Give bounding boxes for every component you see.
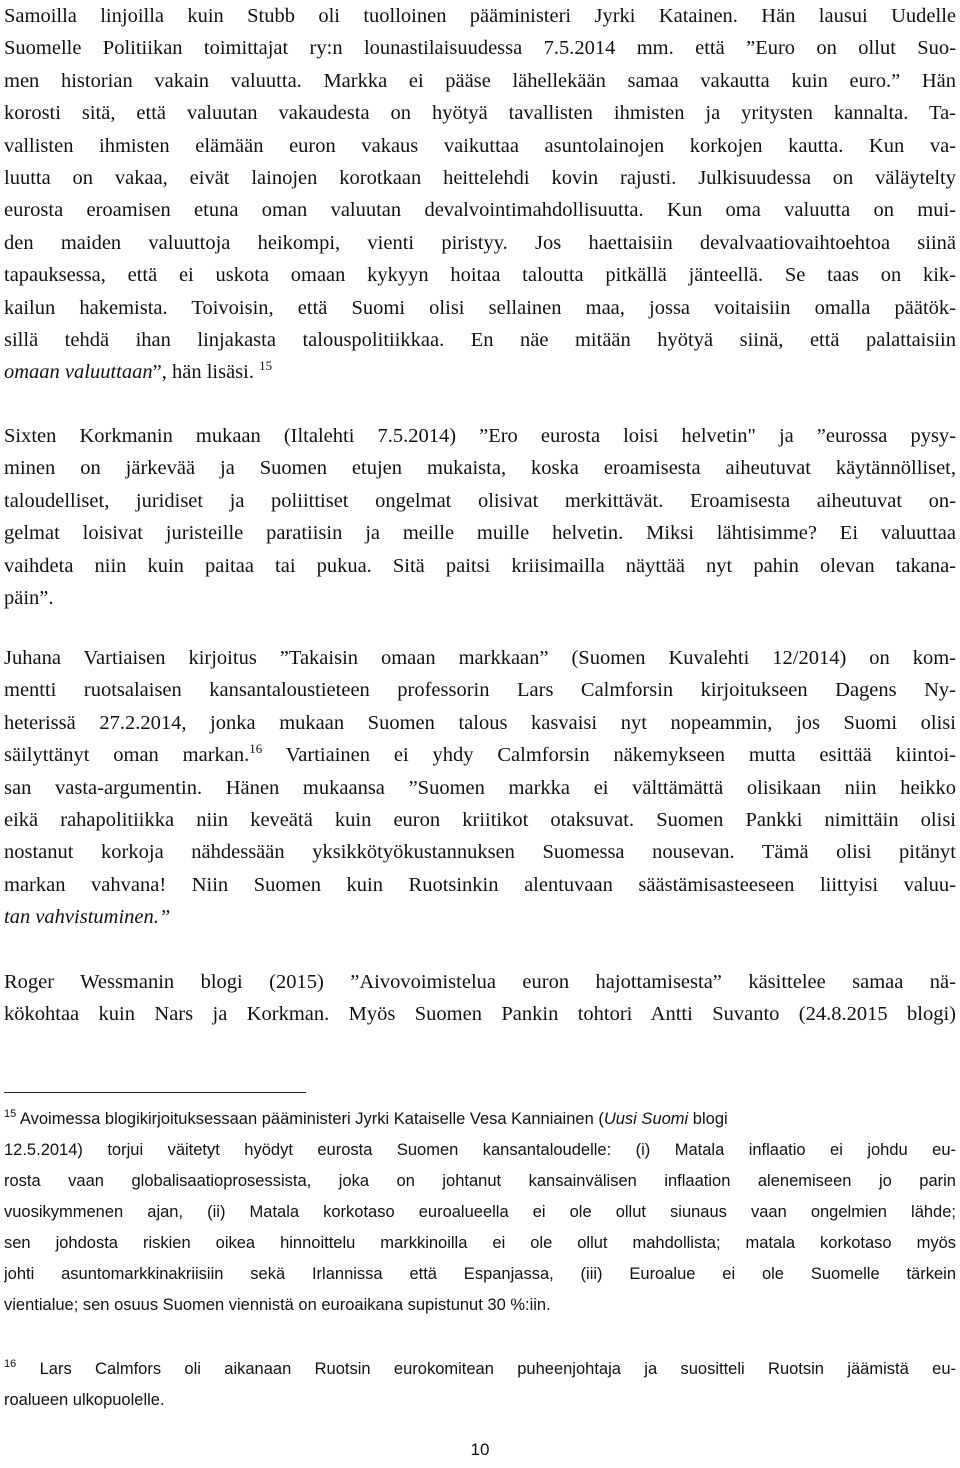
text-line [4,1104,956,1135]
paragraph-korkman [4,420,956,614]
text-fragment: säilyttänyt oman markan. [4,744,250,767]
text-fragment: Avoimessa blogikirjoituksessaan pääministeri Jyrki Kataiselle Vesa Kanniainen ( [16,1110,604,1128]
paragraph-vartiainen [4,642,956,934]
text-line [4,739,956,771]
text-fragment: Vartiainen ei yhdy Calmforsin näkemykseen mutta esittää kiintoi- [262,744,956,767]
text-fragment: blogi [688,1110,728,1128]
footnote-number: 16 [4,1358,17,1370]
text-line: Suomelle Politiikan toimittajat ry:n lounastilaisuudessa 7.5.2014 mm. että ”Euro on ollut Suo- [4,37,956,60]
text-line: sillä tehdä ihan linjakasta talouspolitiikkaa. En näe mitään hyötyä siinä, että palattaisiin [4,329,956,352]
text-line [4,356,956,388]
text-line: tapauksessa, että ei uskota omaan kykyyn hoitaa taloutta pitkällä jänteellä. Se taas on kik- [4,264,956,287]
text-line [4,1354,956,1385]
footnote-15 [4,1104,956,1321]
text-line: korosti sitä, että valuutan vakaudesta on hyötyä tavallisten ihmisten ja yritysten kannalta. Ta- [4,102,956,125]
text-line: den maiden valuuttoja heikompi, vienti piristyy. Jos haettaisiin devalvaatiovaihtoehtoa siinä [4,231,956,254]
italic-quote: tan vahvistuminen.” [4,906,171,929]
footnote-ref-15[interactable]: 15 [259,358,273,374]
paragraph-wessman [4,966,956,1031]
text-line: päin”. [4,587,54,610]
text-line: nostanut korkoja nähdessään yksikkötyökustannuksen Suomessa nousevan. Tämä olisi pitänyt [4,841,956,864]
paragraph-katainen [4,0,956,389]
text-line: san vasta-argumentin. Hänen mukaansa ”Suomen markka ei välttämättä olisikaan niin heikko [4,776,956,799]
text-line: markan vahvana! Niin Suomen kuin Ruotsinkin alentuvaan säästämisasteeseen liittyisi valuu- [4,873,956,896]
footnote-ref-16[interactable]: 16 [249,741,263,757]
text-line: taloudelliset, juridiset ja poliittiset ongelmat olisivat merkittävät. Eroamisesta aiheutuvat on- [4,489,956,512]
text-line: gelmat loisivat juristeille paratiisin ja meille muille helvetin. Miksi lähtisimme? Ei valuuttaa [4,522,956,545]
text-line: vuosikymmenen ajan, (ii) Matala korkotaso euroalueella ei ole ollut siunaus vaan ongelmien lähde; [4,1203,956,1221]
text-line: kailun hakemista. Toivoisin, että Suomi olisi sellainen maa, jossa voitaisiin omalla päätök- [4,296,956,319]
text-line [4,901,956,933]
text-line: Juhana Vartiaisen kirjoitus ”Takaisin omaan markkaan” (Suomen Kuvalehti 12/2014) on kom- [4,647,956,669]
footnote-number: 15 [4,1108,17,1120]
text-line: roalueen ulkopuolelle. [4,1391,165,1409]
text-line: johti asuntomarkkinakriisiin sekä Irlannissa että Espanjassa, (iii) Euroalue ei ole Suomelle tärkein [4,1265,956,1283]
text-line: eikä rahapolitiikka niin keveätä kuin euron kriitikot otaksuvat. Suomen Pankki nimittäin olisi [4,809,956,832]
footnote-separator [4,1092,306,1093]
text-fragment: ”, hän lisäsi. [152,361,254,384]
text-line: luutta on vakaa, eivät lainojen korotkaan heittelehdi kovin rajusti. Julkisuudessa on väläytelty [4,167,956,190]
text-line: 12.5.2014) torjui väitetyt hyödyt eurosta Suomen kansantaloudelle: (i) Matala inflaatio ei johdu eu- [4,1141,956,1159]
text-line: sen johdosta riskien oikea hinnoittelu markkinoilla ei ole ollut mahdollista; matala korkotaso myös [4,1234,956,1252]
text-line: heterissä 27.2.2014, jonka mukaan Suomen talous kasvaisi nyt nopeammin, jos Suomi olisi [4,711,956,734]
text-line: vallisten ihmisten elämään euron vakaus vaikuttaa asuntolainojen korkojen kautta. Kun va- [4,134,956,157]
text-line: Sixten Korkmanin mukaan (Iltalehti 7.5.2014) ”Ero eurosta loisi helvetin" ja ”eurossa pysy- [4,425,956,447]
text-line: vaihdeta niin kuin paitaa tai pukua. Sitä paitsi kriisimailla näyttää nyt pahin olevan takana- [4,554,956,577]
text-line: mentti ruotsalaisen kansantaloustieteen professorin Lars Calmforsin kirjoitukseen Dagens Ny- [4,679,956,702]
page-number: 10 [470,1440,490,1459]
footnote-16 [4,1354,956,1416]
text-line: Samoilla linjoilla kuin Stubb oli tuolloinen pääministeri Jyrki Katainen. Hän lausui Uudelle [4,5,956,27]
text-line: vientialue; sen osuus Suomen viennistä on euroaikana supistunut 30 %:iin. [4,1296,551,1314]
italic-quote: omaan valuuttaan [4,361,153,384]
text-line: kökohtaa kuin Nars ja Korkman. Myös Suomen Pankin tohtori Antti Suvanto (24.8.2015 blogi) [4,1003,956,1026]
italic-source: Uusi Suomi [603,1110,689,1128]
text-line: rosta vaan globalisaatioprosessista, joka on johtanut kansainvälisen inflaation alenemiseen jo parin [4,1172,956,1190]
text-line: minen on järkevää ja Suomen etujen mukaista, koska eroamisesta aiheutuvat käytännölliset, [4,457,956,480]
text-fragment: Lars Calmfors oli aikanaan Ruotsin eurokomitean puheenjohtaja ja suositteli Ruotsin jäämistä eu- [16,1360,956,1378]
text-line: Roger Wessmanin blogi (2015) ”Aivovoimistelua euron hajottamisesta” käsittelee samaa nä- [4,971,956,993]
text-line: men historian vakain valuutta. Markka ei pääse lähellekään samaa vakautta kuin euro.” Hän [4,69,956,92]
text-line: eurosta eroamisen etuna oman valuutan devalvointimahdollisuutta. Kun oma valuutta on mui- [4,199,956,222]
